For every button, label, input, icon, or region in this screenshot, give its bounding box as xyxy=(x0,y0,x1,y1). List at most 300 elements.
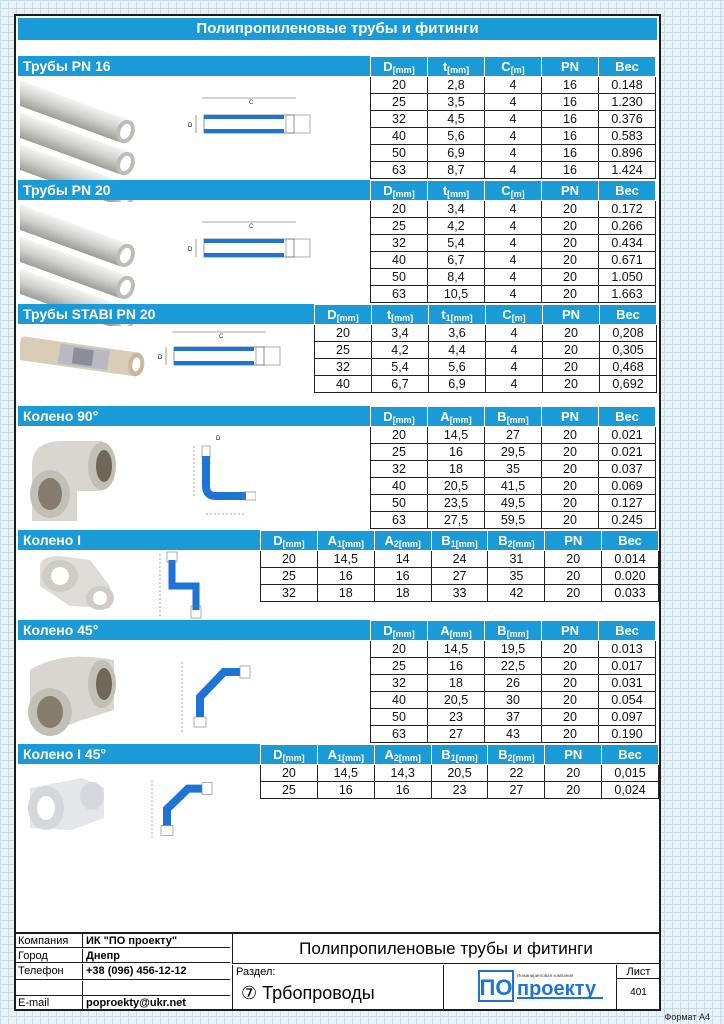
table-cell: 10,5 xyxy=(428,286,485,303)
table-row xyxy=(371,461,656,478)
table-row xyxy=(371,201,656,218)
table-cell: 41,5 xyxy=(485,478,542,495)
table-row xyxy=(315,325,657,342)
table-cell: 22 xyxy=(488,765,545,782)
section-title: Трубы STABI PN 20 xyxy=(18,304,314,324)
table-cell: 14,5 xyxy=(428,427,485,444)
table-row xyxy=(371,94,656,111)
column-header: $t_{[mm]}$ xyxy=(428,57,485,77)
table-cell: 27 xyxy=(488,782,545,799)
svg-text:D: D xyxy=(158,355,163,361)
section-title: Трубы PN 16 xyxy=(18,56,370,76)
svg-text:C: C xyxy=(249,100,254,106)
logo-proektu: проекту xyxy=(517,978,597,1000)
table-cell: 6,7 xyxy=(428,252,485,269)
table-cell: 16 xyxy=(542,111,599,128)
table-cell: 50 xyxy=(371,269,428,286)
column-header: Вес xyxy=(600,305,657,325)
table-cell: 20 xyxy=(542,461,599,478)
table-cell: 25 xyxy=(371,94,428,111)
svg-text:D: D xyxy=(216,436,221,442)
table-cell: 20 xyxy=(545,765,602,782)
logo-po: ПО xyxy=(479,975,513,1000)
table-cell: 20 xyxy=(545,782,602,799)
sheet-label: Лист xyxy=(617,965,660,979)
table-row xyxy=(261,551,659,568)
table-cell: 4 xyxy=(485,235,542,252)
spec-table xyxy=(370,180,656,303)
table-cell: 25 xyxy=(315,342,372,359)
column-header: PN xyxy=(542,407,599,427)
svg-text:C: C xyxy=(219,334,224,340)
spec-table xyxy=(370,620,656,743)
table-cell: 4 xyxy=(485,128,542,145)
table-row xyxy=(371,235,656,252)
table-cell: 4 xyxy=(485,252,542,269)
table-row xyxy=(371,512,656,529)
table-cell: 0.434 xyxy=(599,235,656,252)
column-header: $D_{[mm]}$ xyxy=(371,621,428,641)
table-cell: 25 xyxy=(371,218,428,235)
table-cell: 16 xyxy=(428,444,485,461)
column-header: $C_{[m]}$ xyxy=(485,57,542,77)
phone-label: Телефон xyxy=(18,965,64,977)
table-cell: 20 xyxy=(542,512,599,529)
table-cell: 63 xyxy=(371,162,428,179)
table-cell: 4 xyxy=(485,201,542,218)
table-cell: 0.033 xyxy=(602,585,659,602)
technical-drawing xyxy=(156,546,216,631)
table-row xyxy=(371,726,656,743)
table-cell: 0.190 xyxy=(599,726,656,743)
table-cell: 50 xyxy=(371,495,428,512)
table-cell: 0.031 xyxy=(599,675,656,692)
email-row xyxy=(16,995,230,1011)
table-cell: 0.127 xyxy=(599,495,656,512)
product-photo xyxy=(30,546,120,623)
logo-tagline: Инжиниринговая компания xyxy=(517,973,574,978)
doc-title: Полипропиленовые трубы и фитинги xyxy=(232,934,659,964)
city-value: Днепр xyxy=(86,950,120,962)
table-row xyxy=(371,444,656,461)
table-cell: 4 xyxy=(486,342,543,359)
table-cell: 20 xyxy=(542,235,599,252)
table-cell: 0.172 xyxy=(599,201,656,218)
product-photo xyxy=(22,768,112,843)
table-cell: 20 xyxy=(545,585,602,602)
spec-table xyxy=(314,304,657,393)
column-header: $A_{[mm]}$ xyxy=(428,407,485,427)
technical-drawing xyxy=(176,642,256,747)
table-cell: 20 xyxy=(542,495,599,512)
table-row xyxy=(371,427,656,444)
table-cell: 59,5 xyxy=(485,512,542,529)
table-cell: 5,4 xyxy=(428,235,485,252)
table-cell: 20 xyxy=(542,201,599,218)
table-cell: 20 xyxy=(545,551,602,568)
column-header: $D_{[mm]}$ xyxy=(371,181,428,201)
table-cell: 27 xyxy=(485,427,542,444)
table-row xyxy=(315,342,657,359)
table-cell: 16 xyxy=(317,568,374,585)
table-cell: 50 xyxy=(371,145,428,162)
table-cell: 0.097 xyxy=(599,709,656,726)
section-value: ⑦ Трбопроводы xyxy=(241,983,375,1003)
table-cell: 20 xyxy=(261,551,318,568)
table-cell: 27 xyxy=(428,726,485,743)
table-row xyxy=(371,658,656,675)
section-title: Колено 45° xyxy=(18,620,370,640)
table-cell: 35 xyxy=(485,461,542,478)
table-cell: 5,6 xyxy=(428,128,485,145)
table-cell: 18 xyxy=(374,585,431,602)
company-label: Компания xyxy=(18,935,69,947)
column-header: $D_{[mm]}$ xyxy=(261,531,318,551)
column-header: PN xyxy=(542,621,599,641)
table-cell: 20 xyxy=(315,325,372,342)
column-header: $D_{[mm]}$ xyxy=(261,745,318,765)
table-cell: 40 xyxy=(371,252,428,269)
table-cell: 14,5 xyxy=(317,551,374,568)
table-cell: 20 xyxy=(543,342,600,359)
table-cell: 20 xyxy=(542,658,599,675)
sheet-number-field xyxy=(616,965,659,1011)
section-title: Колено I xyxy=(18,530,260,550)
technical-drawing xyxy=(186,94,336,159)
table-cell: 4 xyxy=(485,145,542,162)
table-row xyxy=(371,709,656,726)
table-cell: 14,3 xyxy=(374,765,431,782)
section-field xyxy=(232,965,444,1011)
table-cell: 16 xyxy=(317,782,374,799)
table-cell: 20 xyxy=(371,427,428,444)
table-cell: 4 xyxy=(485,94,542,111)
company-value: ИК "ПО проекту" xyxy=(86,935,178,947)
table-row xyxy=(315,376,657,393)
column-header: PN xyxy=(542,181,599,201)
table-cell: 32 xyxy=(371,461,428,478)
table-row xyxy=(371,495,656,512)
table-cell: 33 xyxy=(431,585,488,602)
spec-table xyxy=(370,406,656,529)
table-cell: 18 xyxy=(317,585,374,602)
table-row xyxy=(261,585,659,602)
table-cell: 0,468 xyxy=(600,359,657,376)
table-cell: 18 xyxy=(428,675,485,692)
table-cell: 20 xyxy=(543,359,600,376)
product-photo xyxy=(20,324,150,389)
table-cell: 63 xyxy=(371,286,428,303)
table-cell: 0.376 xyxy=(599,111,656,128)
table-cell: 20 xyxy=(542,709,599,726)
table-cell: 14,5 xyxy=(317,765,374,782)
table-cell: 35 xyxy=(488,568,545,585)
table-cell: 0.014 xyxy=(602,551,659,568)
column-header: Вес xyxy=(599,407,656,427)
column-header: $D_{[mm]}$ xyxy=(371,407,428,427)
table-cell: 6,9 xyxy=(429,376,486,393)
table-row xyxy=(371,111,656,128)
phone-value: +38 (096) 456-12-12 xyxy=(86,965,187,977)
table-cell: 0.245 xyxy=(599,512,656,529)
table-cell: 0.896 xyxy=(599,145,656,162)
sheet-number: 401 xyxy=(630,987,647,998)
column-header: $A_{1[mm]}$ xyxy=(317,531,374,551)
table-cell: 20,5 xyxy=(428,692,485,709)
table-cell: 20 xyxy=(543,325,600,342)
table-cell: 32 xyxy=(371,111,428,128)
table-cell: 1.230 xyxy=(599,94,656,111)
city-row xyxy=(16,949,230,963)
column-header: $A_{2[mm]}$ xyxy=(374,531,431,551)
table-cell: 3,6 xyxy=(429,325,486,342)
table-row xyxy=(371,269,656,286)
table-cell: 25 xyxy=(261,782,318,799)
table-cell: 18 xyxy=(428,461,485,478)
column-header: $A_{1[mm]}$ xyxy=(317,745,374,765)
table-cell: 23 xyxy=(431,782,488,799)
table-row xyxy=(371,128,656,145)
table-row xyxy=(371,478,656,495)
table-cell: 27,5 xyxy=(428,512,485,529)
column-header: $t_{[mm]}$ xyxy=(372,305,429,325)
column-header: Вес xyxy=(599,621,656,641)
section-title: Колено 90° xyxy=(18,406,370,426)
technical-drawing xyxy=(186,218,336,283)
column-header: Вес xyxy=(602,745,659,765)
column-header: $A_{2[mm]}$ xyxy=(374,745,431,765)
table-cell: 20 xyxy=(542,675,599,692)
table-row xyxy=(371,286,656,303)
table-cell: 4,4 xyxy=(429,342,486,359)
table-cell: 0,015 xyxy=(602,765,659,782)
table-cell: 5,6 xyxy=(429,359,486,376)
table-row xyxy=(371,692,656,709)
page-title: Полипропиленовые трубы и фитинги xyxy=(18,18,657,40)
column-header: $t_{[mm]}$ xyxy=(428,181,485,201)
technical-drawing xyxy=(176,426,256,531)
table-cell: 16 xyxy=(542,145,599,162)
technical-drawing xyxy=(156,328,306,389)
table-cell: 0,692 xyxy=(600,376,657,393)
email-label: E-mail xyxy=(18,997,50,1009)
table-cell: 14 xyxy=(374,551,431,568)
table-cell: 16 xyxy=(428,658,485,675)
phone-row xyxy=(16,964,230,980)
column-header: $B_{1[mm]}$ xyxy=(431,531,488,551)
svg-text:D: D xyxy=(188,123,193,129)
table-cell: 31 xyxy=(488,551,545,568)
column-header: $B_{[mm]}$ xyxy=(485,621,542,641)
table-cell: 32 xyxy=(315,359,372,376)
table-cell: 16 xyxy=(374,568,431,585)
column-header: PN xyxy=(545,531,602,551)
table-cell: 49,5 xyxy=(485,495,542,512)
column-header: $A_{[mm]}$ xyxy=(428,621,485,641)
table-cell: 63 xyxy=(371,726,428,743)
column-header: Вес xyxy=(599,181,656,201)
title-block xyxy=(16,932,659,1009)
table-cell: 4 xyxy=(485,162,542,179)
table-cell: 20 xyxy=(542,641,599,658)
company-logo xyxy=(445,965,615,1011)
table-cell: 8,7 xyxy=(428,162,485,179)
product-photo xyxy=(22,426,122,531)
table-cell: 6,7 xyxy=(372,376,429,393)
column-header: PN xyxy=(542,57,599,77)
column-header: $B_{[mm]}$ xyxy=(485,407,542,427)
city-label: Город xyxy=(18,950,48,962)
table-cell: 32 xyxy=(371,235,428,252)
table-cell: 2,8 xyxy=(428,77,485,94)
table-cell: 22,5 xyxy=(485,658,542,675)
spec-table xyxy=(260,530,659,602)
column-header: $B_{1[mm]}$ xyxy=(431,745,488,765)
table-cell: 32 xyxy=(261,585,318,602)
table-cell: 20 xyxy=(543,376,600,393)
spec-table xyxy=(260,744,659,799)
table-cell: 0.054 xyxy=(599,692,656,709)
table-cell: 20 xyxy=(542,269,599,286)
table-row xyxy=(371,252,656,269)
table-cell: 0.013 xyxy=(599,641,656,658)
table-cell: 0.671 xyxy=(599,252,656,269)
table-row xyxy=(261,568,659,585)
table-cell: 50 xyxy=(371,709,428,726)
column-header: $t_{1[mm]}$ xyxy=(429,305,486,325)
column-header: $D_{[mm]}$ xyxy=(315,305,372,325)
table-cell: 0.021 xyxy=(599,444,656,461)
table-cell: 20 xyxy=(371,77,428,94)
table-cell: 4,5 xyxy=(428,111,485,128)
table-cell: 4 xyxy=(485,218,542,235)
table-cell: 37 xyxy=(485,709,542,726)
column-header: PN xyxy=(543,305,600,325)
table-cell: 20 xyxy=(371,641,428,658)
table-row xyxy=(371,145,656,162)
technical-drawing xyxy=(146,764,216,851)
company-row xyxy=(16,934,230,948)
table-cell: 0.583 xyxy=(599,128,656,145)
table-cell: 0.266 xyxy=(599,218,656,235)
section-title: Колено I 45° xyxy=(18,744,260,764)
table-cell: 3,4 xyxy=(372,325,429,342)
table-cell: 4 xyxy=(485,269,542,286)
table-cell: 20 xyxy=(542,427,599,444)
table-cell: 14,5 xyxy=(428,641,485,658)
table-cell: 4 xyxy=(485,286,542,303)
table-cell: 16 xyxy=(542,94,599,111)
table-cell: 1.050 xyxy=(599,269,656,286)
table-cell: 20 xyxy=(261,765,318,782)
email-value: poproekty@ukr.net xyxy=(86,997,186,1009)
table-cell: 20 xyxy=(542,478,599,495)
section-label: Раздел: xyxy=(236,966,276,978)
table-cell: 42 xyxy=(488,585,545,602)
table-cell: 4,2 xyxy=(428,218,485,235)
table-cell: 23 xyxy=(428,709,485,726)
format-label: Формат А4 xyxy=(664,1012,710,1022)
table-cell: 6,9 xyxy=(428,145,485,162)
table-cell: 16 xyxy=(542,77,599,94)
table-cell: 0.020 xyxy=(602,568,659,585)
table-row xyxy=(371,77,656,94)
table-cell: 27 xyxy=(431,568,488,585)
table-cell: 26 xyxy=(485,675,542,692)
table-cell: 4 xyxy=(486,325,543,342)
table-cell: 4 xyxy=(485,77,542,94)
table-cell: 4 xyxy=(486,359,543,376)
column-header: Вес xyxy=(599,57,656,77)
drawing-sheet xyxy=(14,14,661,1011)
table-cell: 25 xyxy=(371,658,428,675)
table-cell: 20,5 xyxy=(428,478,485,495)
table-cell: 23,5 xyxy=(428,495,485,512)
table-cell: 16 xyxy=(542,128,599,145)
svg-text:C: C xyxy=(249,224,254,230)
column-header: $C_{[m]}$ xyxy=(486,305,543,325)
table-cell: 0.017 xyxy=(599,658,656,675)
table-cell: 16 xyxy=(542,162,599,179)
table-cell: 63 xyxy=(371,512,428,529)
table-cell: 0.021 xyxy=(599,427,656,444)
product-photo xyxy=(22,640,122,745)
table-row xyxy=(371,162,656,179)
title-block-info xyxy=(16,934,230,1011)
spec-table xyxy=(370,56,656,179)
table-cell: 4 xyxy=(486,376,543,393)
table-cell: 25 xyxy=(261,568,318,585)
table-row xyxy=(371,641,656,658)
table-cell: 40 xyxy=(371,692,428,709)
table-cell: 0,024 xyxy=(602,782,659,799)
table-cell: 20 xyxy=(542,444,599,461)
table-cell: 20 xyxy=(542,692,599,709)
table-row xyxy=(261,782,659,799)
table-cell: 40 xyxy=(371,478,428,495)
table-row xyxy=(371,675,656,692)
column-header: $B_{2[mm]}$ xyxy=(488,745,545,765)
column-header: Вес xyxy=(602,531,659,551)
svg-text:D: D xyxy=(188,247,193,253)
table-cell: 5,4 xyxy=(372,359,429,376)
table-row xyxy=(261,765,659,782)
table-row xyxy=(315,359,657,376)
column-header: PN xyxy=(545,745,602,765)
table-cell: 20 xyxy=(371,201,428,218)
column-header: $C_{[m]}$ xyxy=(485,181,542,201)
table-cell: 4 xyxy=(485,111,542,128)
table-cell: 19,5 xyxy=(485,641,542,658)
table-cell: 0.037 xyxy=(599,461,656,478)
table-cell: 29,5 xyxy=(485,444,542,461)
table-cell: 0,305 xyxy=(600,342,657,359)
table-cell: 20 xyxy=(545,568,602,585)
section-title: Трубы PN 20 xyxy=(18,180,370,200)
table-cell: 30 xyxy=(485,692,542,709)
table-cell: 1.424 xyxy=(599,162,656,179)
table-cell: 25 xyxy=(371,444,428,461)
table-cell: 40 xyxy=(315,376,372,393)
table-row xyxy=(371,218,656,235)
table-cell: 3,5 xyxy=(428,94,485,111)
table-cell: 3,4 xyxy=(428,201,485,218)
table-cell: 16 xyxy=(374,782,431,799)
table-cell: 24 xyxy=(431,551,488,568)
table-cell: 20 xyxy=(542,286,599,303)
table-cell: 43 xyxy=(485,726,542,743)
table-cell: 32 xyxy=(371,675,428,692)
